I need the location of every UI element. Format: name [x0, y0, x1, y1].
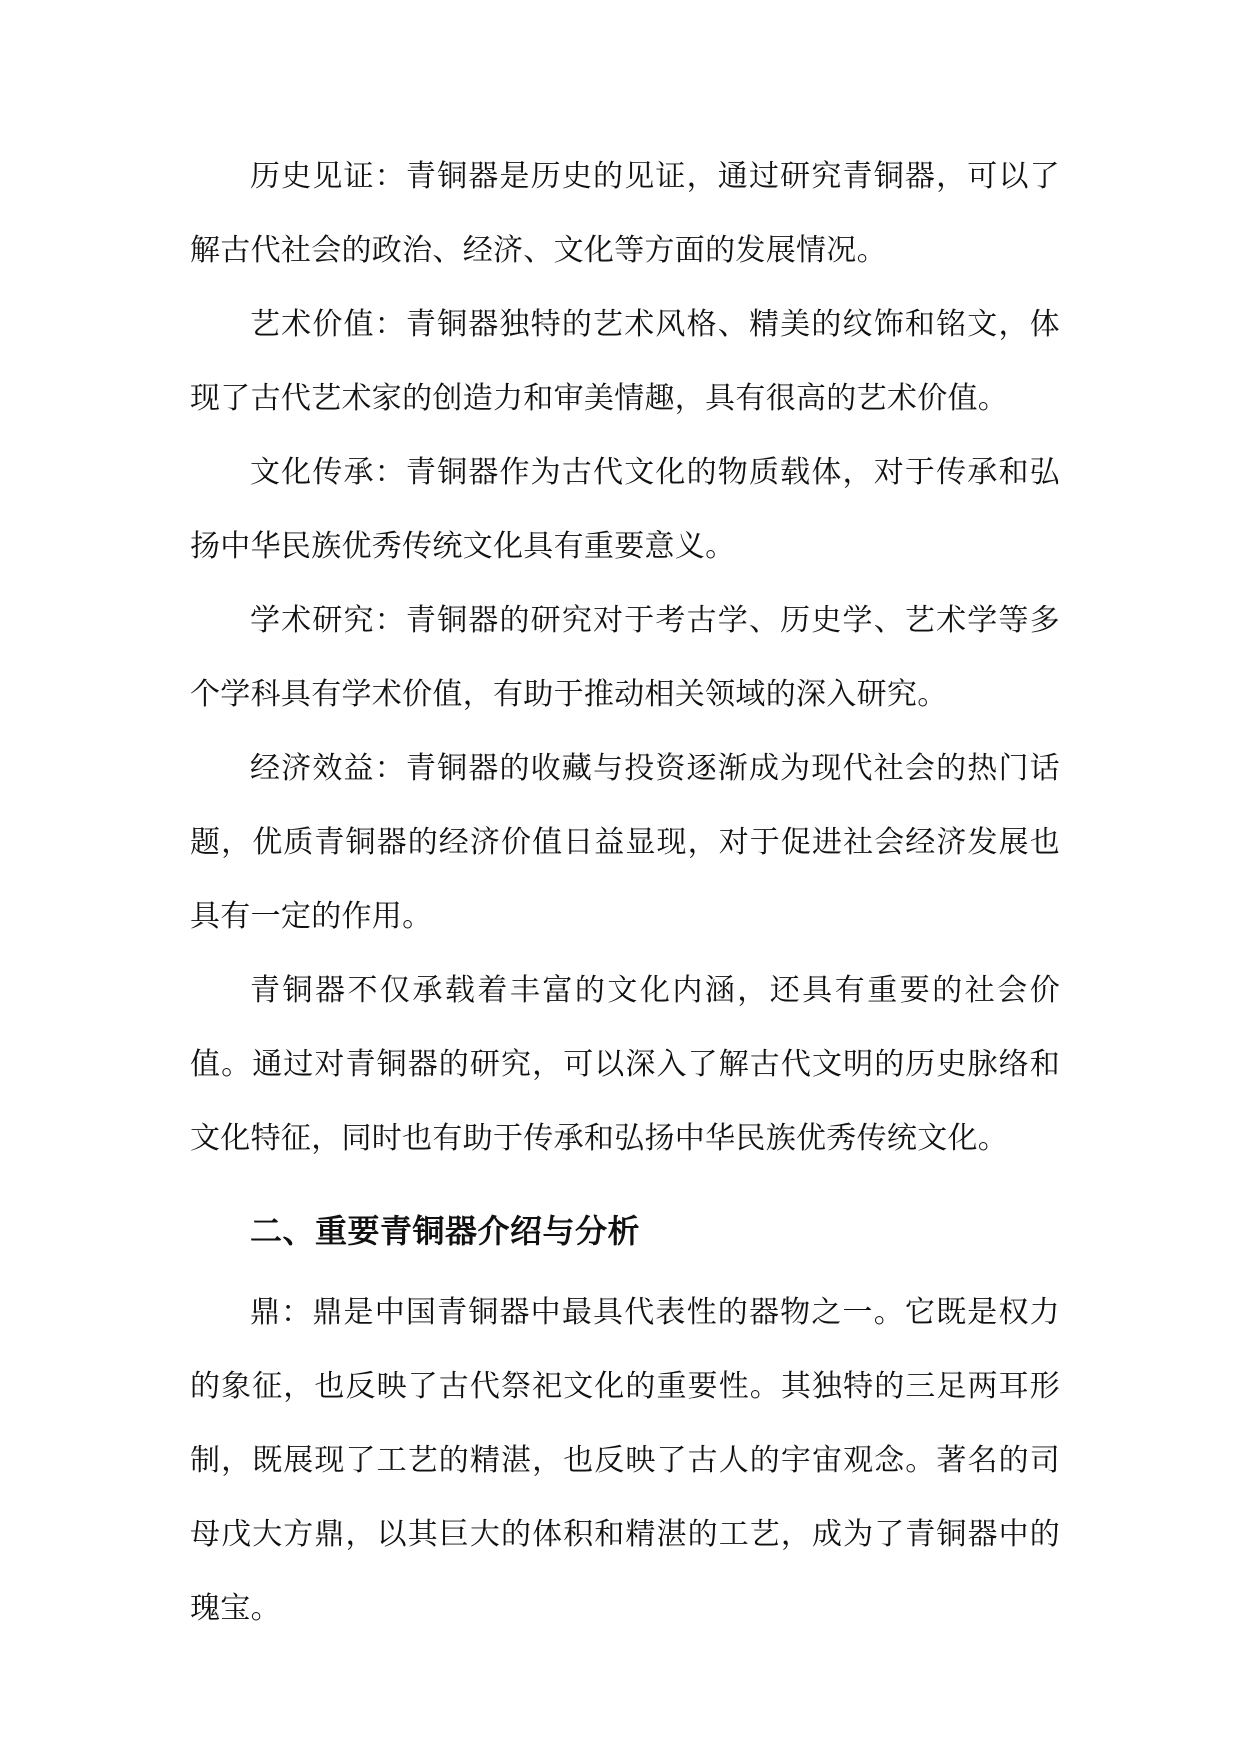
paragraph-historical-witness: 历史见证：青铜器是历史的见证，通过研究青铜器，可以了解古代社会的政治、经济、文化等方面的发展情况。 [190, 159, 1060, 268]
paragraph-summary: 青铜器不仅承载着丰富的文化内涵，还具有重要的社会价值。通过对青铜器的研究，可以深入了解古代文明的历史脉络和文化特征，同时也有助于传承和弘扬中华民族优秀传统文化。 [190, 973, 1060, 1156]
section-heading: 二、重要青铜器介绍与分析 [250, 1212, 641, 1250]
document-body [190, 140, 1060, 1646]
paragraph-academic-research: 学术研究：青铜器的研究对于考古学、历史学、艺术学等多个学科具有学术价值，有助于推动相关领域的深入研究。 [190, 603, 1060, 712]
paragraph-artistic-value: 艺术价值：青铜器独特的艺术风格、精美的纹饰和铭文，体现了古代艺术家的创造力和审美情趣，具有很高的艺术价值。 [190, 307, 1060, 416]
paragraph-ding: 鼎：鼎是中国青铜器中最具代表性的器物之一。它既是权力的象征，也反映了古代祭祀文化的重要性。其独特的三足两耳形制，既展现了工艺的精湛，也反映了古人的宇宙观念。著名的司母戊大方鼎，以其巨大的体积和精湛的工艺，成为了青铜器中的瑰宝。 [190, 1295, 1060, 1626]
paragraph-cultural-heritage: 文化传承：青铜器作为古代文化的物质载体，对于传承和弘扬中华民族优秀传统文化具有重要意义。 [190, 455, 1060, 564]
paragraph-economic-benefit: 经济效益：青铜器的收藏与投资逐渐成为现代社会的热门话题，优质青铜器的经济价值日益显现，对于促进社会经济发展也具有一定的作用。 [190, 751, 1060, 934]
